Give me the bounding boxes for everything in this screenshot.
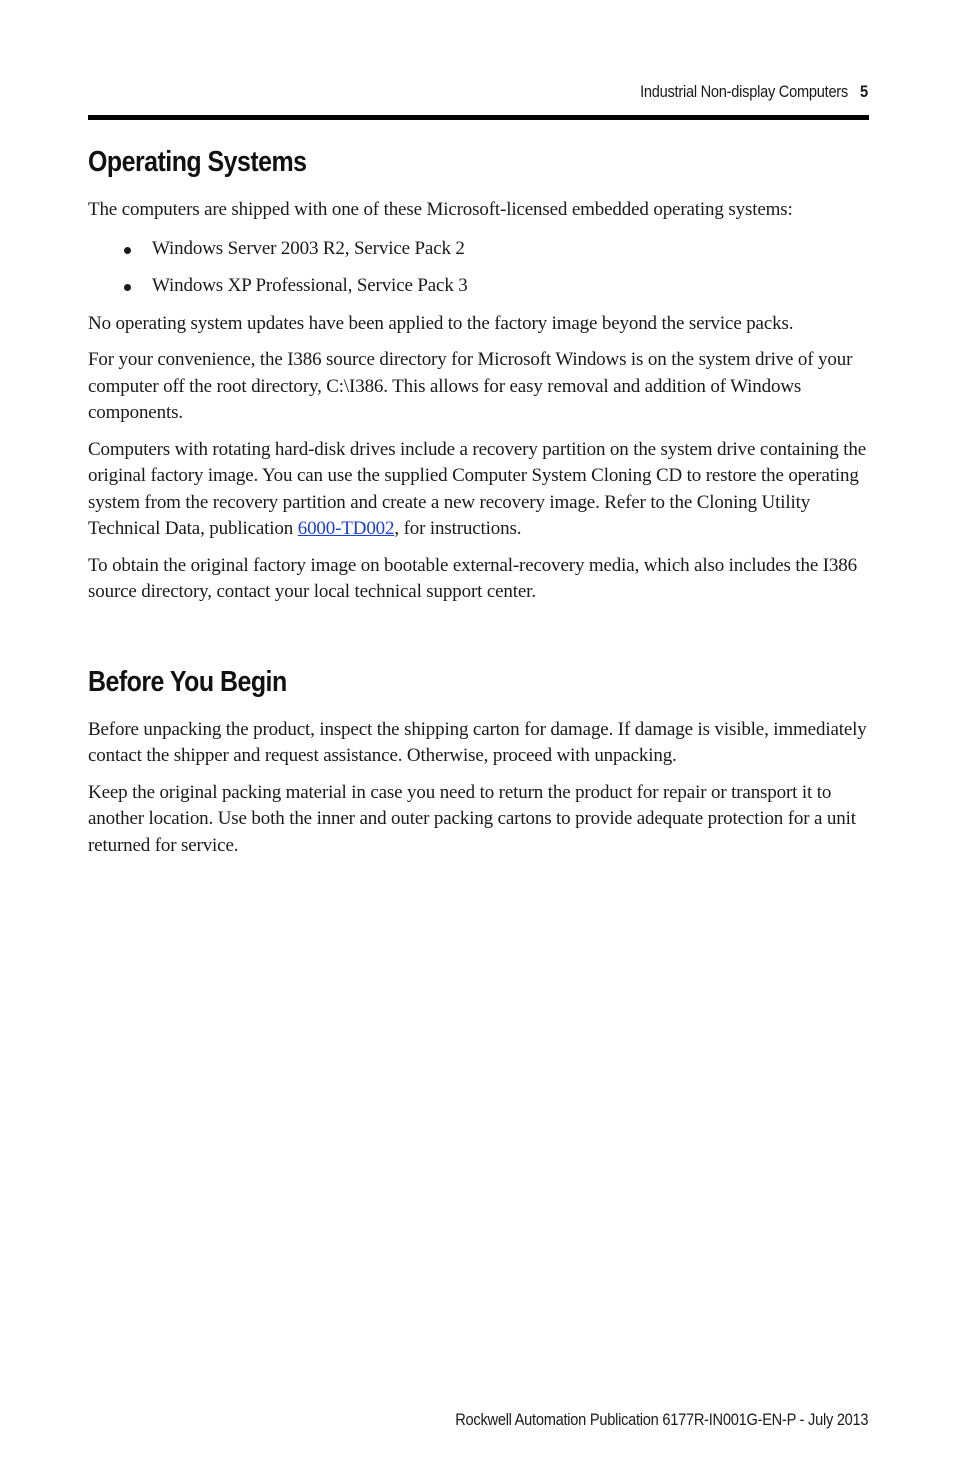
- list-item: [88, 236, 872, 263]
- list-item-text: Windows Server 2003 R2, Service Pack 2: [152, 237, 465, 259]
- recovery-text-before-link: Computers with rotating hard-disk drives include a recovery partition on the system drive containing the original factory image. You can use the supplied Computer System Cloning CD to restore the operating system from the recovery partition and create a new recovery image. Refer to the Cloning Utility Technical Data, publication: [88, 438, 866, 539]
- page-number: 5: [860, 82, 868, 101]
- running-header-title: Industrial Non-display Computers: [640, 82, 849, 101]
- running-header: [640, 82, 868, 102]
- bullet-icon: [124, 247, 131, 254]
- section-heading-operating-systems: Operating Systems: [88, 146, 307, 178]
- page-content: [88, 140, 872, 859]
- os-external-media-paragraph: To obtain the original factory image on bootable external-recovery media, which also includes the I386 source directory, contact your local technical support center.: [88, 554, 857, 602]
- os-bullet-list: [88, 236, 872, 300]
- byb-packing-paragraph: Keep the original packing material in case you need to return the product for repair or transport it to another location. Use both the inner and outer packing cartons to provide adequate protection for a unit returned for service.: [88, 781, 856, 856]
- list-item-text: Windows XP Professional, Service Pack 3: [152, 275, 468, 296]
- list-item: [88, 273, 872, 300]
- byb-inspect-paragraph: Before unpacking the product, inspect the shipping carton for damage. If damage is visible, immediately contact the shipper and request assistance. Otherwise, proceed with unpacking.: [88, 718, 867, 766]
- bullet-icon: [124, 284, 131, 291]
- publication-footer: Rockwell Automation Publication 6177R-IN001G-EN-P - July 2013: [454, 1410, 868, 1429]
- recovery-text-after-link: , for instructions.: [394, 518, 522, 539]
- section-heading-before-you-begin: Before You Begin: [88, 665, 287, 698]
- publication-link[interactable]: 6000-TD002: [297, 518, 395, 539]
- os-intro-paragraph: The computers are shipped with one of these Microsoft-licensed embedded operating systems:: [88, 199, 793, 220]
- header-rule: [88, 115, 869, 120]
- os-recovery-paragraph: [88, 437, 872, 543]
- os-updates-paragraph: No operating system updates have been applied to the factory image beyond the service packs.: [88, 312, 794, 334]
- os-i386-paragraph: For your convenience, the I386 source directory for Microsoft Windows is on the system drive of your computer off the root directory, C:\I386. This allows for easy removal and addition of Windows components.: [88, 349, 853, 423]
